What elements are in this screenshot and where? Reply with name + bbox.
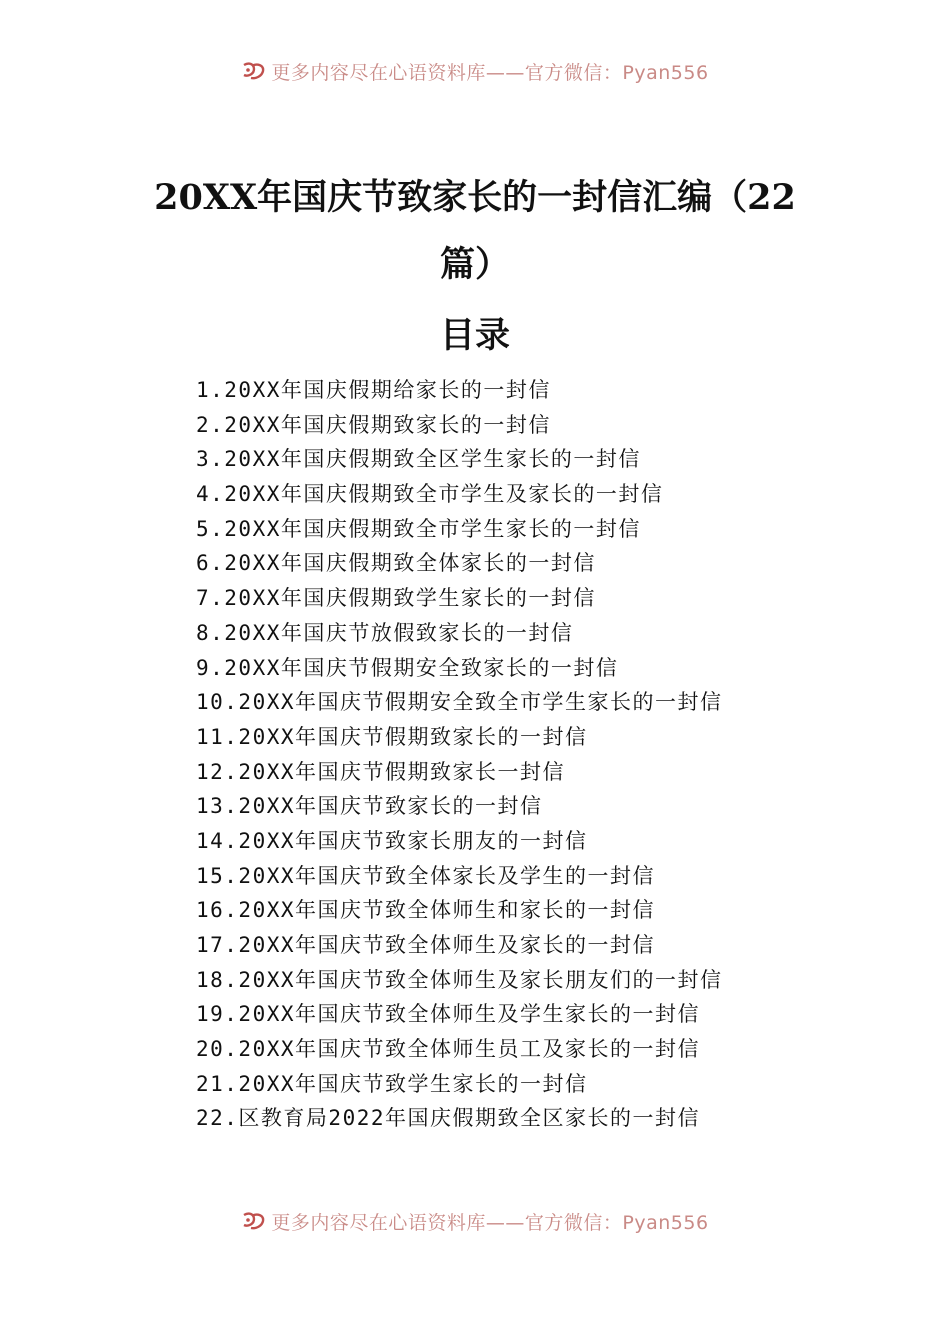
toc-item[interactable]: 7.20XX年国庆假期致学生家长的一封信 (196, 586, 596, 611)
toc-item[interactable]: 20.20XX年国庆节致全体师生员工及家长的一封信 (196, 1037, 700, 1062)
toc-item[interactable]: 9.20XX年国庆节假期安全致家长的一封信 (196, 655, 619, 680)
toc-item[interactable]: 12.20XX年国庆节假期致家长一封信 (196, 759, 566, 784)
watermark-logo-icon (241, 60, 267, 82)
toc-item[interactable]: 17.20XX年国庆节致全体师生及家长的一封信 (196, 933, 655, 957)
toc-item[interactable]: 18.20XX年国庆节致全体师生及家长朋友们的一封信 (196, 967, 723, 992)
toc-item[interactable]: 10.20XX年国庆节假期安全致全市学生家长的一封信 (196, 690, 723, 715)
toc-item[interactable]: 5.20XX年国庆假期致全市学生家长的一封信 (196, 516, 641, 541)
toc-item[interactable]: 22.区教育局2022年国庆假期致全区家长的一封信 (196, 1106, 700, 1131)
watermark-footer (0, 1206, 950, 1236)
table-of-contents (196, 373, 723, 1136)
watermark-header (0, 56, 950, 86)
toc-item[interactable]: 13.20XX年国庆节致家长的一封信 (196, 794, 543, 819)
document-title: 20XX年国庆节致家长的一封信汇编（22 (154, 177, 796, 218)
toc-item[interactable]: 1.20XX年国庆假期给家长的一封信 (196, 378, 551, 402)
toc-item[interactable]: 6.20XX年国庆假期致全体家长的一封信 (196, 551, 596, 576)
toc-item[interactable]: 4.20XX年国庆假期致全市学生及家长的一封信 (196, 482, 664, 507)
toc-item[interactable]: 16.20XX年国庆节致全体师生和家长的一封信 (196, 898, 655, 923)
document-title-continued: 篇） (439, 244, 510, 285)
toc-item[interactable]: 11.20XX年国庆节假期致家长的一封信 (196, 724, 588, 749)
watermark-text: 更多内容尽在心语资料库——官方微信：Pyan556 (271, 1211, 709, 1234)
toc-item[interactable]: 14.20XX年国庆节致家长朋友的一封信 (196, 828, 588, 853)
toc-item[interactable]: 3.20XX年国庆假期致全区学生家长的一封信 (196, 447, 641, 472)
toc-item[interactable]: 8.20XX年国庆节放假致家长的一封信 (196, 620, 574, 645)
watermark-text: 更多内容尽在心语资料库——官方微信：Pyan556 (271, 61, 709, 84)
toc-heading: 目录 (439, 315, 510, 356)
toc-item[interactable]: 19.20XX年国庆节致全体师生及学生家长的一封信 (196, 1002, 700, 1027)
toc-item[interactable]: 2.20XX年国庆假期致家长的一封信 (196, 412, 551, 437)
toc-item[interactable]: 21.20XX年国庆节致学生家长的一封信 (196, 1071, 588, 1096)
watermark-logo-icon (241, 1210, 267, 1232)
toc-item[interactable]: 15.20XX年国庆节致全体家长及学生的一封信 (196, 863, 655, 888)
